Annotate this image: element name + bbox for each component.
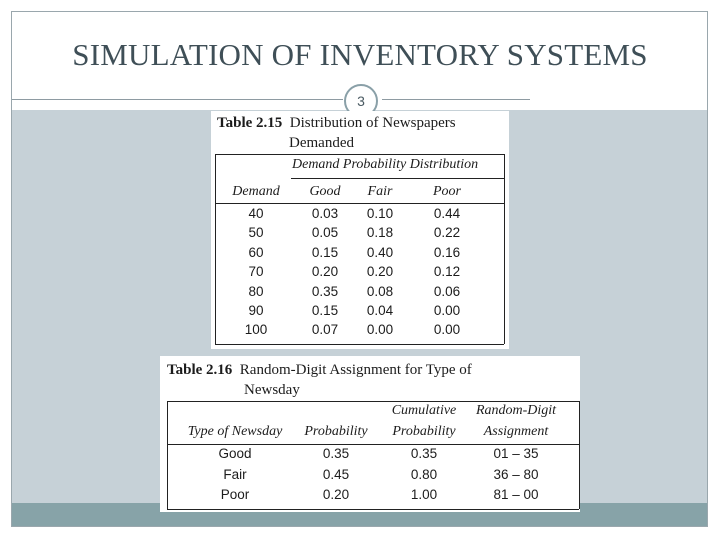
- table-cell: 0.05: [311, 225, 339, 241]
- column-header: Fair: [367, 184, 393, 199]
- header-cumulative: Cumulative: [391, 403, 457, 418]
- table-right-border: [579, 401, 580, 509]
- table-cell: 0.20: [366, 264, 394, 280]
- table-bottom-rule: [167, 509, 579, 510]
- table-cell: Good: [218, 446, 252, 461]
- column-header: Type of Newsday: [187, 424, 283, 439]
- table-cell: 81 – 00: [493, 487, 539, 502]
- table-cell: 0.15: [311, 244, 339, 260]
- table-label: Table 2.15: [217, 115, 283, 131]
- column-header: Probability: [392, 424, 456, 439]
- demand-distribution-table: [211, 111, 509, 349]
- table-cell: 90: [248, 303, 264, 318]
- table-cell: 0.20: [311, 264, 339, 280]
- table-cell: 0.16: [433, 244, 461, 260]
- table-top-rule: [167, 401, 579, 402]
- title-divider-left: [12, 99, 343, 100]
- table-cell: 0.00: [433, 303, 461, 318]
- table-bottom-rule: [215, 344, 504, 345]
- column-header: Demand: [232, 184, 280, 199]
- table-cell: 0.45: [322, 466, 350, 482]
- header-rule: [215, 203, 504, 204]
- table-top-rule: [215, 154, 504, 155]
- table-cell: 0.08: [366, 283, 394, 299]
- table-cell: 70: [248, 264, 264, 280]
- table-cell: Poor: [220, 487, 250, 502]
- table-cell: 0.15: [311, 303, 339, 318]
- table-cell: 01 – 35: [493, 446, 539, 461]
- column-header: Probability: [304, 424, 368, 439]
- table-left-border: [167, 401, 168, 509]
- table-cell: 0.20: [322, 487, 350, 502]
- table-cell: 0.10: [366, 206, 394, 221]
- table-cell: 0.35: [410, 446, 438, 461]
- table-caption: [217, 113, 456, 133]
- table-cell: 0.07: [311, 322, 339, 338]
- table-cell: 0.03: [311, 206, 339, 221]
- table-cell: 0.40: [366, 244, 394, 260]
- table-cell: 50: [248, 225, 264, 241]
- group-header-rule: [291, 178, 504, 179]
- header-rule: [167, 444, 579, 445]
- table-caption-line2: Newsday: [244, 382, 300, 398]
- table-cell: 60: [248, 244, 264, 260]
- table-left-border: [215, 154, 216, 344]
- table-cell: 80: [248, 283, 264, 299]
- table-cell: 40: [248, 206, 264, 221]
- table-caption: [167, 360, 472, 380]
- table-cell: 0.06: [433, 283, 461, 299]
- group-header: Demand Probability Distribution: [292, 157, 479, 172]
- table-caption-line1: Distribution of Newspapers: [289, 115, 456, 131]
- table-cell: 0.04: [366, 303, 394, 318]
- table-right-border: [504, 154, 505, 344]
- table-cell: 1.00: [410, 487, 438, 502]
- table-caption-line2: Demanded: [289, 135, 354, 151]
- newsday-digit-table: [160, 356, 580, 512]
- table-cell: Fair: [223, 466, 247, 482]
- table-label: Table 2.16: [167, 362, 233, 378]
- table-cell: 0.00: [366, 322, 394, 338]
- table-cell: 0.35: [311, 283, 339, 299]
- table-cell: 0.22: [433, 225, 461, 241]
- table-caption-line1: Random-Digit Assignment for Type of: [239, 362, 472, 378]
- table-cell: 0.00: [433, 322, 461, 338]
- column-header: Poor: [433, 184, 461, 199]
- table-cell: 0.35: [322, 446, 350, 461]
- table-cell: 0.12: [433, 264, 461, 280]
- slide-title: SIMULATION OF INVENTORY SYSTEMS: [72, 37, 648, 72]
- table-cell: 0.18: [366, 225, 394, 241]
- table-cell: 36 – 80: [493, 466, 539, 482]
- header-random-digit: Random-Digit: [475, 403, 557, 418]
- table-cell: 0.80: [410, 466, 438, 482]
- page-number-badge: 3: [344, 84, 378, 118]
- table-cell: 0.44: [433, 206, 461, 221]
- table-cell: 100: [244, 322, 268, 338]
- title-divider-right: [382, 99, 530, 100]
- column-header: Assignment: [483, 424, 549, 439]
- column-header: Good: [309, 184, 341, 199]
